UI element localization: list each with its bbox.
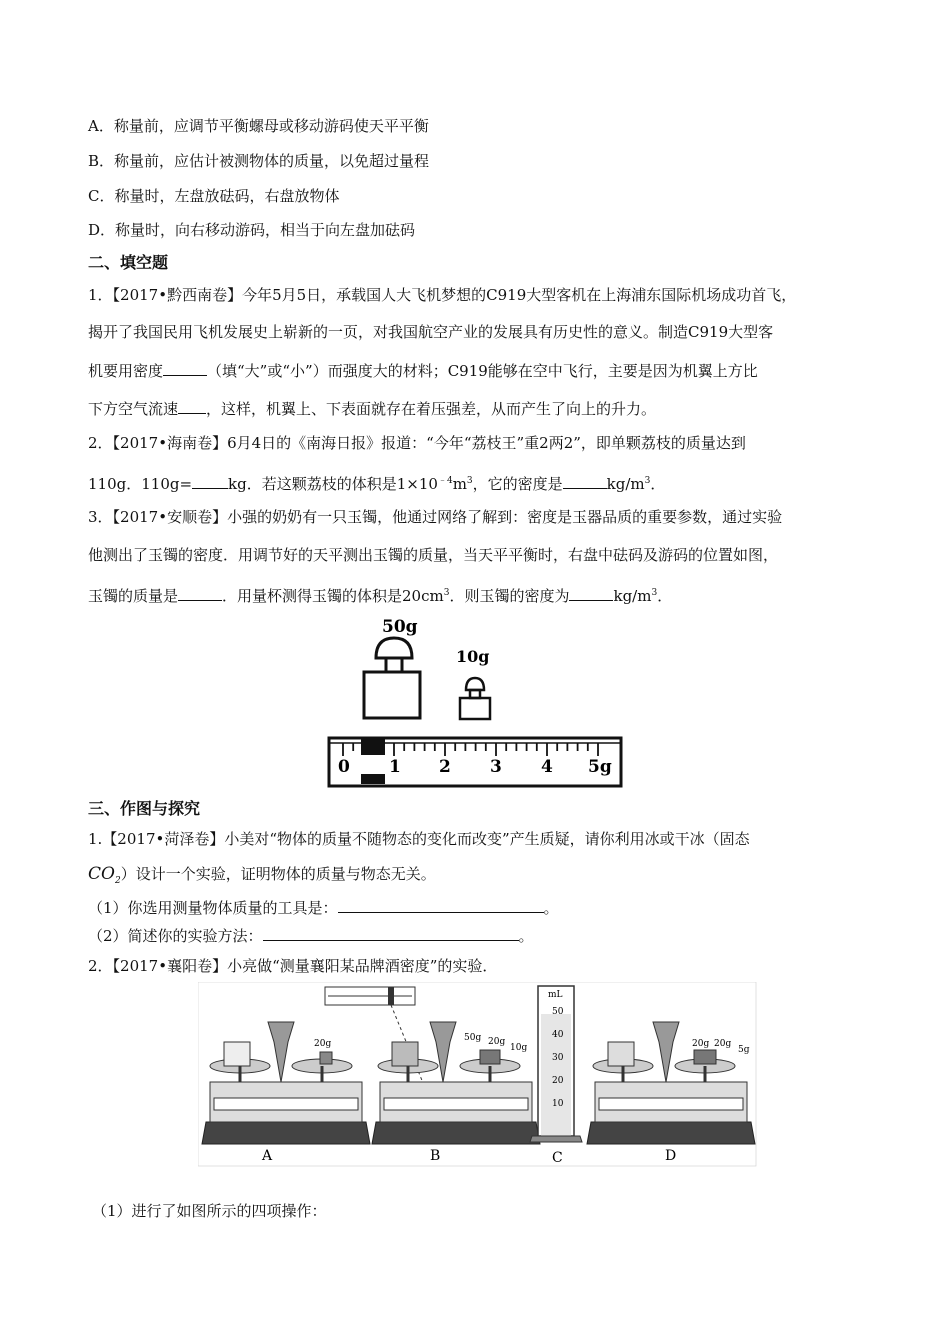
q2-text-e: kg/m xyxy=(606,475,645,493)
weight-icon xyxy=(320,1052,332,1064)
figure-label-d: D xyxy=(665,1148,677,1164)
q3-text-c: ．则玉镯的密度为 xyxy=(449,587,570,605)
answer-blank[interactable] xyxy=(263,925,519,941)
weights-icon xyxy=(694,1050,716,1064)
q2-unit-sup: 3 xyxy=(466,476,473,486)
scale-label-3: 3 xyxy=(490,757,502,777)
q1-line4 xyxy=(88,398,656,419)
co2-subscript: 2 xyxy=(114,876,121,886)
q2-text-a: 110g．110g= xyxy=(88,475,193,493)
cylinder-tick-10: 10 xyxy=(552,1099,564,1109)
weight-d-label-2: 5g xyxy=(738,1045,750,1055)
rider-bottom xyxy=(361,774,385,784)
s3-q1-line2 xyxy=(88,864,436,891)
scale-label-1: 1 xyxy=(389,757,401,777)
section-title-drawing: 三、作图与探究 xyxy=(88,799,201,818)
s3-q1-end-3: 。 xyxy=(543,899,559,917)
cylinder-tick-40: 40 xyxy=(552,1030,564,1040)
q3-text-d: kg/m xyxy=(613,587,652,605)
q1-line1: 1．【2017•黔西南卷】今年5月5日，承载国人大飞机梦想的C919大型客机在上海浦东国际机场成功首飞， xyxy=(88,286,797,304)
rider-scale xyxy=(329,738,621,786)
weight-b-label-1: 20g xyxy=(488,1037,506,1047)
q1-text-3b: （填“大”或“小”）而强度大的材料；C919能够在空中飞行，主要是因为机翼上方比 xyxy=(207,362,758,380)
co2-formula: CO xyxy=(88,864,115,884)
figure-label-b: B xyxy=(430,1148,441,1164)
weight-d-label-1: 20g xyxy=(714,1039,732,1049)
answer-blank[interactable] xyxy=(178,585,222,601)
option-c: C．称量时，左盘放砝码，右盘放物体 xyxy=(88,187,340,205)
answer-blank[interactable] xyxy=(563,473,607,489)
scale-label-2: 2 xyxy=(439,757,451,777)
figure-label-c: C xyxy=(552,1150,563,1166)
s3-q1-line1: 1.【2017•菏泽卷】小美对“物体的质量不随物态的变化而改变”产生质疑，请你利用冰或干冰（固态 xyxy=(88,830,750,848)
option-d: D．称量时，向右移动游码，相当于向左盘加砝码 xyxy=(88,221,416,239)
weight-b-label-2: 10g xyxy=(510,1043,528,1053)
answer-blank[interactable] xyxy=(192,473,228,489)
weights-icon xyxy=(480,1050,500,1064)
weight-d-label-0: 20g xyxy=(692,1039,710,1049)
q3-line2: 他测出了玉镯的密度．用调节好的天平测出玉镯的质量，当天平平衡时，右盘中砝码及游码的位置如图， xyxy=(88,546,779,564)
s3-q2-line1: 2．【2017•襄阳卷】小亮做“测量襄阳某品牌酒密度”的实验． xyxy=(88,957,498,975)
s3-q1-text-3: （1）你选用测量物体质量的工具是： xyxy=(88,899,338,917)
s3-q1-end-4: 。 xyxy=(518,927,534,945)
q3-text-b: ．用量杯测得玉镯的体积是20cm xyxy=(222,587,444,605)
q2-exponent: ﹣4 xyxy=(437,476,453,486)
cylinder-tick-50: 50 xyxy=(552,1007,564,1017)
weight-50g-label: 50g xyxy=(382,617,418,637)
q3-text-e: ． xyxy=(657,587,673,605)
s3-q1-line4 xyxy=(88,925,534,946)
weight-10g xyxy=(460,678,490,719)
s3-q1-text-4: （2）简述你的实验方法： xyxy=(88,927,263,945)
weight-50g xyxy=(364,638,420,718)
q1-text-3a: 机要用密度 xyxy=(88,362,164,380)
q3-line1: 3．【2017•安顺卷】小强的奶奶有一只玉镯，他通过网络了解到：密度是玉器品质的重要参数，通过实验 xyxy=(88,508,783,526)
weight-10g-label: 10g xyxy=(456,647,490,666)
scale-label-4: 4 xyxy=(541,757,553,777)
q2-line1: 2．【2017•海南卷】6月4日的《南海日报》报道：“今年“荔枝王”重2两2”，即单颗荔枝的质量达到 xyxy=(88,434,746,452)
option-a: A．称量前，应调节平衡螺母或移动游码使天平平衡 xyxy=(88,117,429,135)
answer-blank[interactable] xyxy=(569,585,613,601)
measuring-cylinder-c xyxy=(530,986,582,1142)
balances-figure xyxy=(198,982,758,1168)
q2-unit-sup2: 3 xyxy=(644,476,651,486)
q2-line2 xyxy=(88,471,665,494)
q2-text-f: ． xyxy=(650,475,666,493)
balance-a xyxy=(202,1022,370,1144)
answer-blank[interactable] xyxy=(338,897,544,913)
s3-q2-sub1: （1）进行了如图所示的四项操作： xyxy=(92,1202,327,1220)
cylinder-tick-20: 20 xyxy=(552,1076,564,1086)
q3-text-a: 玉镯的质量是 xyxy=(88,587,179,605)
q3-sup2: 3 xyxy=(651,588,658,598)
weight-b-label-0: 50g xyxy=(464,1033,482,1043)
answer-blank[interactable] xyxy=(178,398,206,414)
s3-q1-line3 xyxy=(88,897,559,918)
q1-text-4a: 下方空气流速 xyxy=(88,400,179,418)
beaker-with-liquid-icon xyxy=(392,1042,418,1066)
weight-a-label: 20g xyxy=(314,1039,332,1049)
weights-and-scale-figure xyxy=(326,612,626,790)
q2-text-c: m xyxy=(452,475,467,493)
s3-q1-text-2: ）设计一个实验，证明物体的质量与物态无关。 xyxy=(120,865,436,883)
q1-line2: 揭开了我国民用飞机发展史上崭新的一页，对我国航空产业的发展具有历史性的意义。制造C919大型客 xyxy=(88,323,774,341)
q3-sup1: 3 xyxy=(443,588,450,598)
q1-text-4b: ，这样，机翼上、下表面就存在着压强差，从而产生了向上的升力。 xyxy=(206,400,657,418)
balance-d xyxy=(587,1022,755,1144)
q2-text-d: ，它的密度是 xyxy=(472,475,563,493)
cylinder-tick-30: 30 xyxy=(552,1053,564,1063)
cylinder-unit: mL xyxy=(548,990,563,1000)
figure-label-a: A xyxy=(262,1148,273,1164)
q1-line3 xyxy=(88,360,758,381)
scale-label-5g: 5g xyxy=(588,757,612,777)
section-title-fill-in: 二、填空题 xyxy=(88,253,169,272)
beaker-icon xyxy=(608,1042,634,1066)
q3-line3 xyxy=(88,583,672,606)
answer-blank[interactable] xyxy=(163,360,207,376)
option-b: B．称量前，应估计被测物体的质量，以免超过量程 xyxy=(88,152,430,170)
rider-top xyxy=(361,738,385,755)
q2-text-b: kg．若这颗荔枝的体积是1×10 xyxy=(228,475,438,493)
scale-label-0: 0 xyxy=(338,757,350,777)
beaker-icon xyxy=(224,1042,250,1066)
